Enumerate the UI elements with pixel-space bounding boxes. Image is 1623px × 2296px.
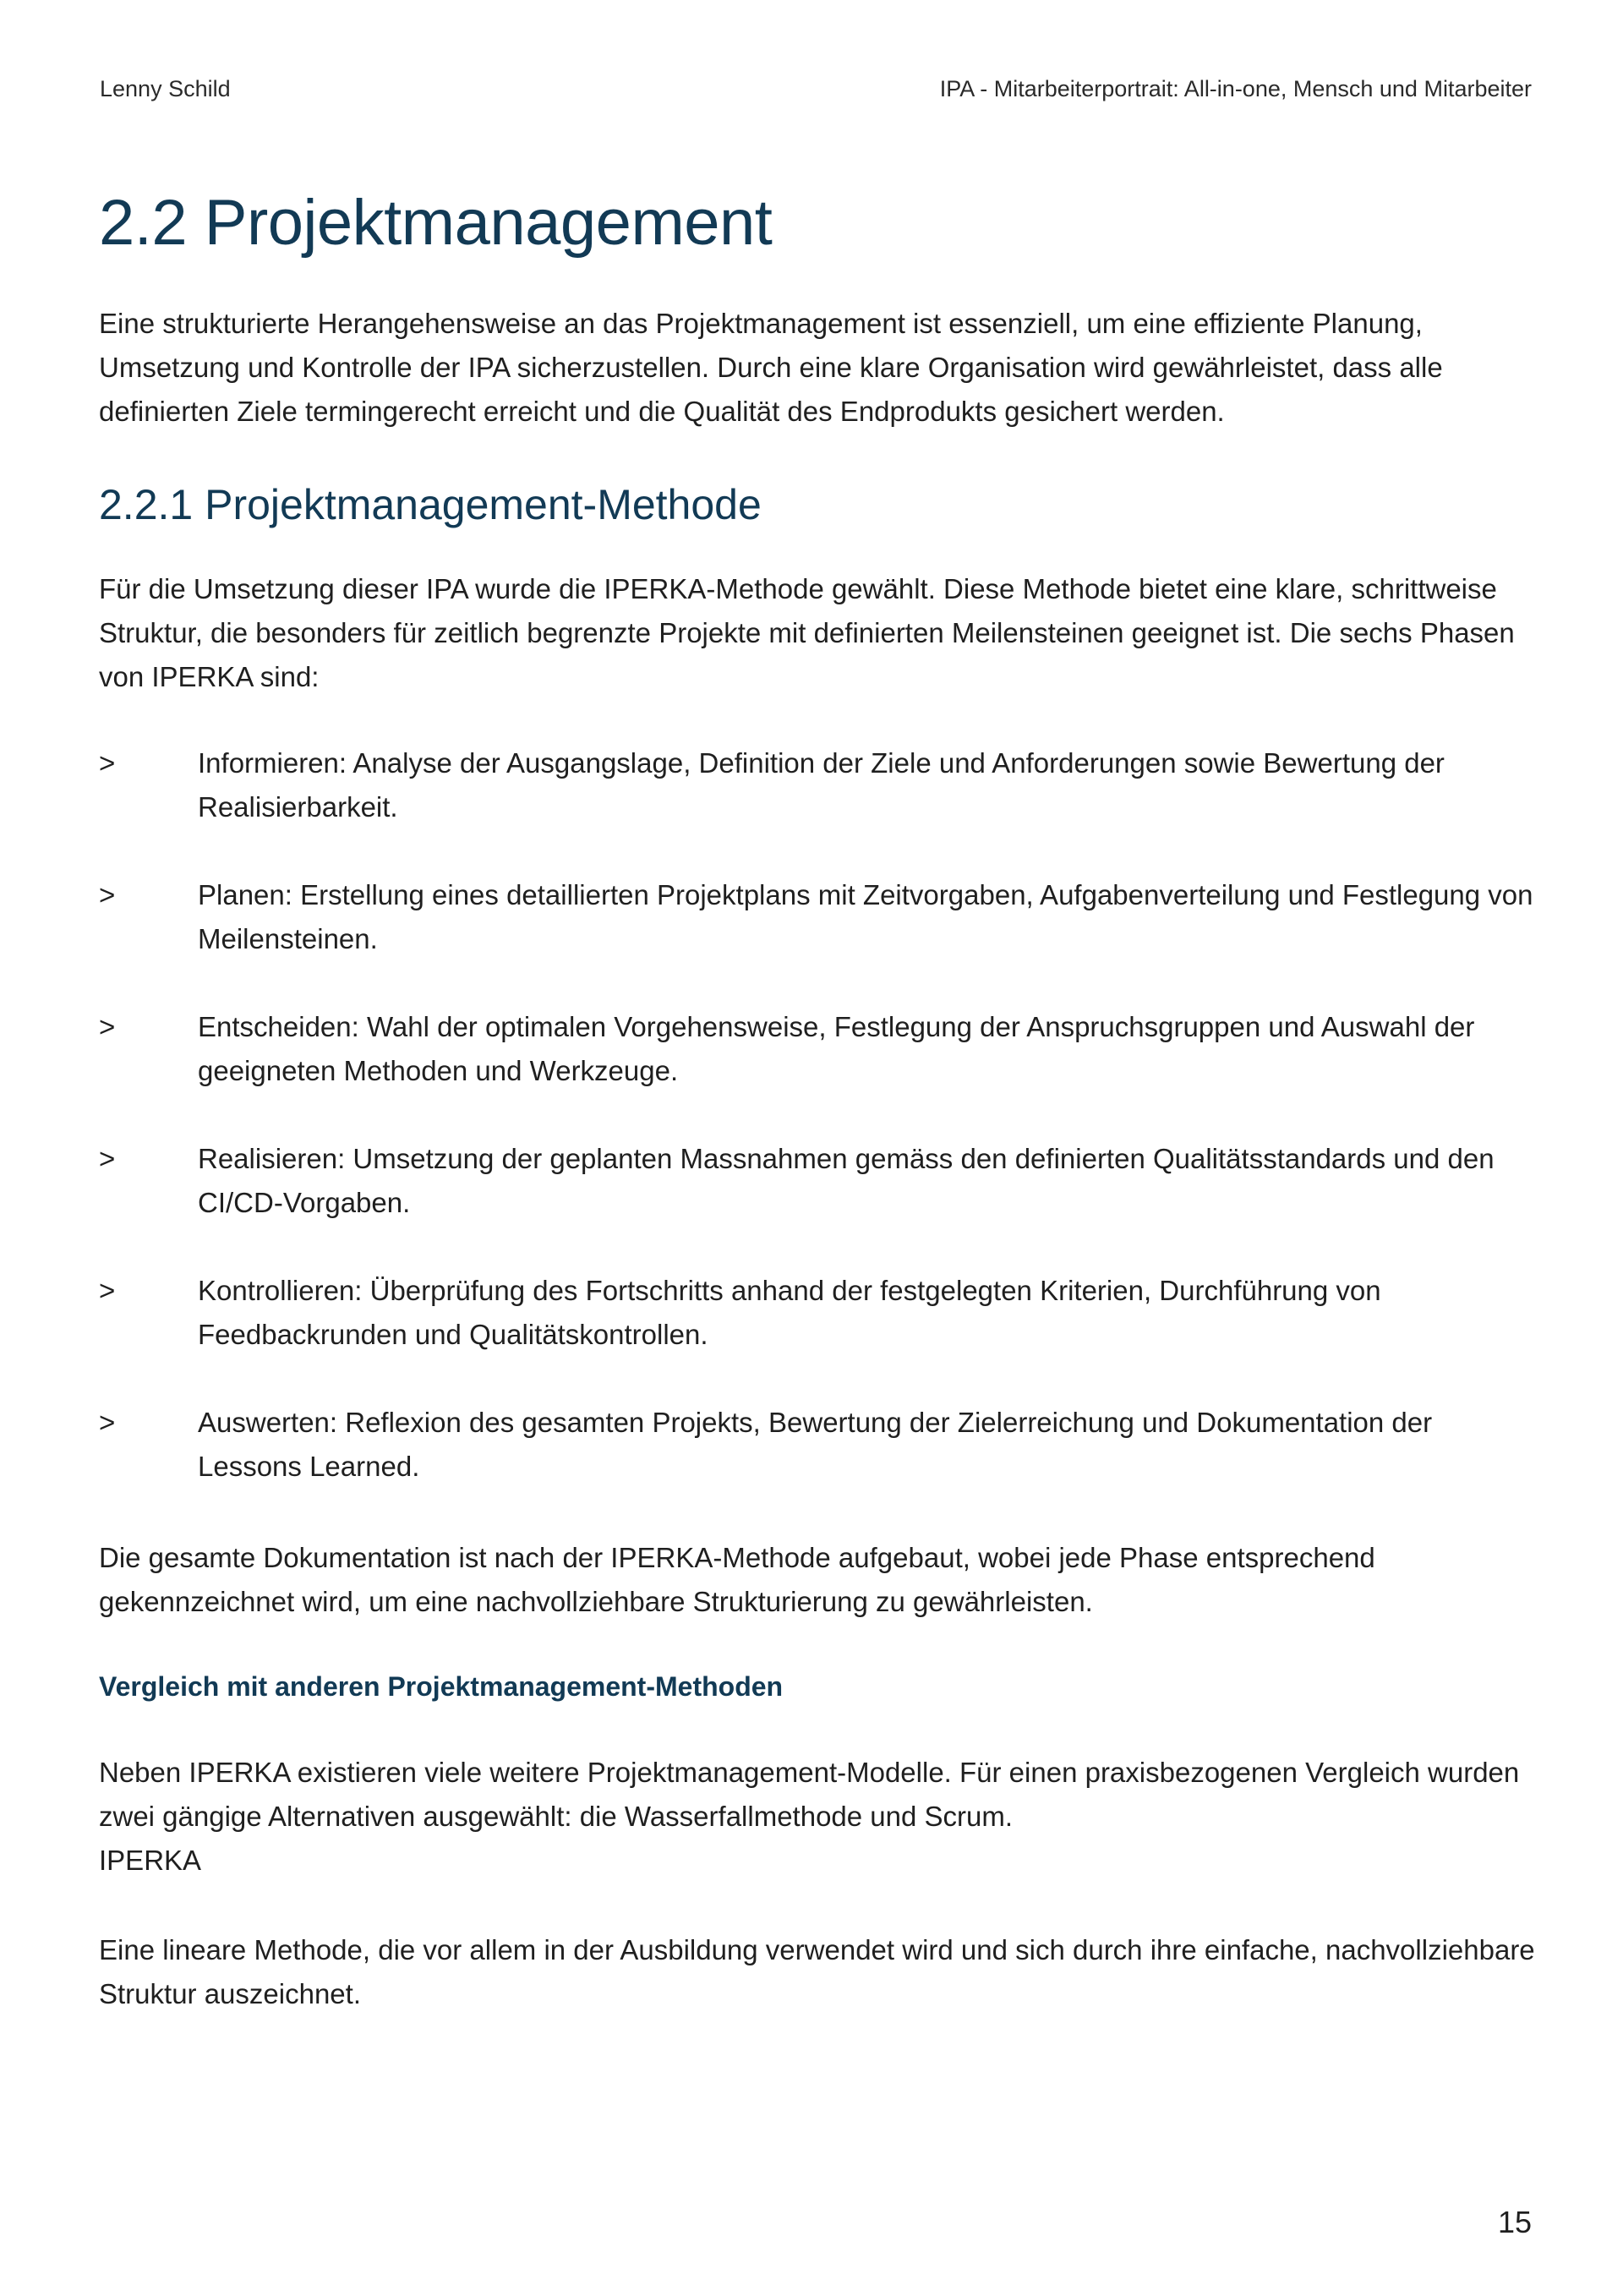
page-content	[99, 186, 1536, 2062]
header-document-title: IPA - Mitarbeiterportrait: All-in-one, Mensch und Mitarbeiter	[939, 76, 1532, 101]
list-item	[99, 1005, 1536, 1093]
list-item	[99, 741, 1536, 829]
phase-text: Informieren: Analyse der Ausgangslage, Definition der Ziele und Anforderungen sowie Bewertung der Realisierbarkeit.	[198, 747, 1445, 823]
phase-text: Planen: Erstellung eines detaillierten Projektplans mit Zeitvorgaben, Aufgabenverteilung und Festlegung von Meilensteinen.	[198, 879, 1533, 955]
subsection-intro: Für die Umsetzung dieser IPA wurde die IPERKA-Methode gewählt. Diese Methode bietet eine klare, schrittweise Struktur, die besonders für zeitlich begrenzte Projekte mit definierten Meilensteinen geeignet ist. Die sechs Phasen von IPERKA sind:	[99, 573, 1515, 693]
list-marker: >	[99, 1275, 116, 1307]
section-intro: Eine strukturierte Herangehensweise an das Projektmanagement ist essenziell, um eine effiziente Planung, Umsetzung und Kontrolle der IPA sicherzustellen. Durch eine klare Organisation wird gewährleistet, dass alle definierten Ziele termingerecht erreicht und die Qualität des Endprodukts gesichert werden.	[99, 308, 1443, 428]
list-marker: >	[99, 747, 116, 779]
comparison-heading: Vergleich mit anderen Projektmanagement-Methoden	[99, 1671, 784, 1703]
list-marker: >	[99, 1407, 116, 1439]
list-item	[99, 1269, 1536, 1357]
subsection-summary: Die gesamte Dokumentation ist nach der IPERKA-Methode aufgebaut, wobei jede Phase entsprechend gekennzeichnet wird, um eine nachvollziehbare Strukturierung zu gewährleisten.	[99, 1542, 1375, 1618]
list-marker: >	[99, 879, 116, 911]
list-item	[99, 873, 1536, 961]
phase-text: Auswerten: Reflexion des gesamten Projekts, Bewertung der Zielerreichung und Dokumentation der Lessons Learned.	[198, 1407, 1433, 1483]
section-title: 2.2 Projektmanagement	[99, 187, 773, 259]
list-marker: >	[99, 1143, 116, 1175]
method-label: IPERKA	[99, 1844, 202, 1876]
subsection-title: 2.2.1 Projektmanagement-Methode	[99, 481, 762, 529]
list-item	[99, 1401, 1536, 1489]
list-item	[99, 1137, 1536, 1225]
list-marker: >	[99, 1011, 116, 1043]
method-description: Eine lineare Methode, die vor allem in der Ausbildung verwendet wird und sich durch ihre einfache, nachvollziehbare Struktur auszeichnet.	[99, 1933, 1535, 2009]
phase-text: Kontrollieren: Überprüfung des Fortschritts anhand der festgelegten Kriterien, Durchführung von Feedbackrunden und Qualitätskontrollen.	[198, 1275, 1381, 1351]
phase-list	[99, 741, 1536, 1489]
comparison-intro: Neben IPERKA existieren viele weitere Projektmanagement-Modelle. Für einen praxisbezogenen Vergleich wurden zwei gängige Alternativen ausgewählt: die Wasserfallmethode und Scrum.	[99, 1756, 1520, 1832]
header-author: Lenny Schild	[100, 76, 231, 101]
phase-text: Entscheiden: Wahl der optimalen Vorgehensweise, Festlegung der Anspruchsgruppen und Auswahl der geeigneten Methoden und Werkzeuge.	[198, 1011, 1475, 1087]
phase-text: Realisieren: Umsetzung der geplanten Massnahmen gemäss den definierten Qualitätsstandards und den CI/CD-Vorgaben.	[198, 1143, 1495, 1219]
page-number: 15	[1497, 2205, 1532, 2239]
